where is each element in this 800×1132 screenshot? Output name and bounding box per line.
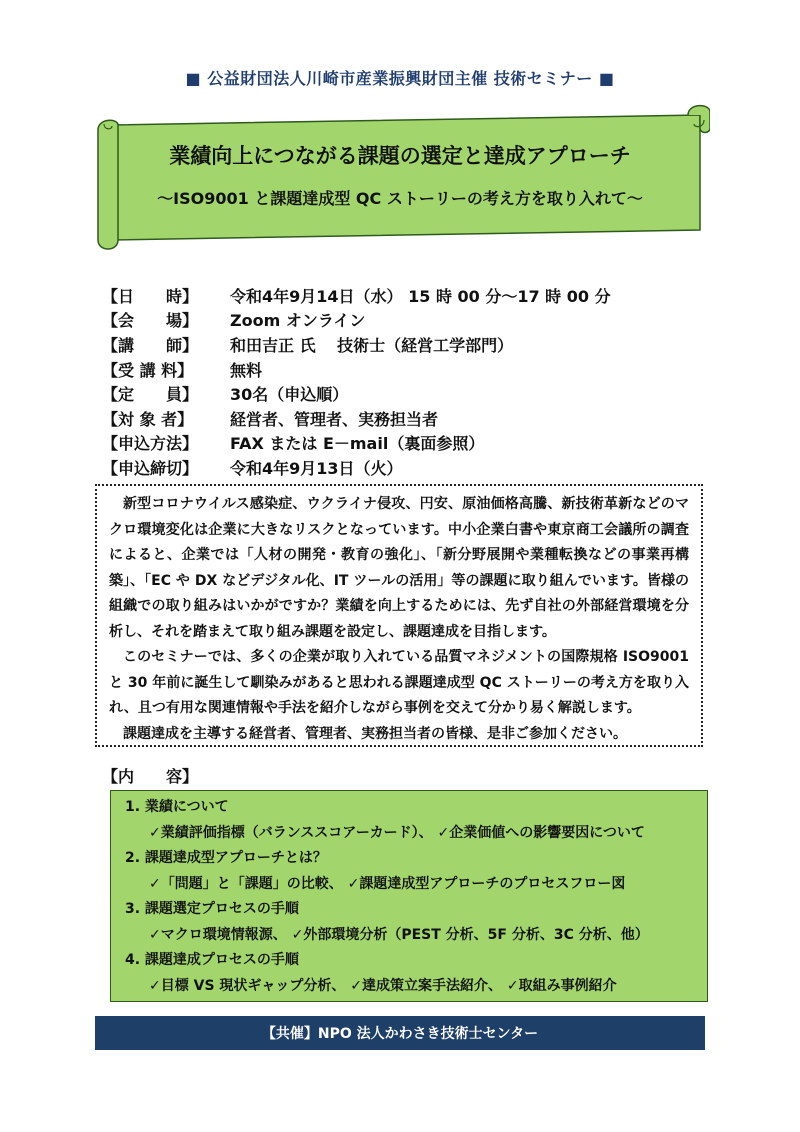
contents-item-detail: ✓目標 VS 現状ギャップ分析、 ✓達成策立案手法紹介、 ✓取組み事例紹介 bbox=[149, 977, 617, 994]
title-scroll-banner bbox=[90, 100, 710, 255]
contents-item-detail: ✓業績評価指標（バランススコアーカード）、 ✓企業価値への影響要因について bbox=[149, 824, 645, 841]
info-label: 【申込方法】 bbox=[102, 434, 199, 454]
info-row-capacity bbox=[102, 381, 722, 406]
contents-item-detail: ✓マクロ環境情報源、 ✓外部環境分析（PEST 分析、5F 分析、3C 分析、他） bbox=[149, 926, 649, 943]
info-row-audience bbox=[102, 406, 722, 431]
info-value: 30名（申込順） bbox=[230, 385, 349, 405]
description-paragraph: このセミナーでは、多くの企業が取り入れている品質マネジメントの国際規格 ISO9001 と 30 年前に誕生して馴染みがあると思われる課題達成型 QC ストーリーの考え方を取り入れ、且つ有用な関連情報や手法を紹介しながら事例を交えて分かり易く解説します。 bbox=[109, 649, 689, 716]
info-value: 令和4年9月14日（水） 15 時 00 分～17 時 00 分 bbox=[230, 286, 611, 306]
info-label: 【会 場】 bbox=[102, 311, 199, 331]
info-label: 【受 講 料】 bbox=[102, 360, 194, 380]
info-row-date bbox=[102, 283, 722, 308]
info-label: 【講 師】 bbox=[102, 335, 199, 355]
scroll-shape bbox=[90, 100, 710, 255]
info-value: 和田吉正 氏 技術士（経営工学部門） bbox=[230, 335, 514, 355]
description-paragraph: 新型コロナウイルス感染症、ウクライナ侵攻、円安、原油価格高騰、新技術革新などのマクロ環境変化は企業に大きなリスクとなっています。中小企業白書や東京商工会議所の調査によると、企業では「人材の開発・教育の強化」、「新分野展開や業種転換などの事業再構築」、「EC や DX などデジタル化、IT ツールの活用」等の課題に取り組んでいます。皆様の組織での取り組みはいかがですか？業績を向上するためには、先ず自社の外部経営環境を分析し、それを踏まえて取り組み課題を設定し、課題達成を目指します。 bbox=[109, 496, 689, 640]
info-value: FAX または E－mail（裏面参照） bbox=[230, 434, 485, 454]
info-row-venue bbox=[102, 308, 722, 333]
info-value: 令和4年9月13日（火） bbox=[230, 458, 403, 478]
info-row-deadline bbox=[102, 455, 722, 480]
cosponsor-footer bbox=[95, 1016, 705, 1050]
seminar-description-box bbox=[95, 484, 703, 747]
info-label: 【対 象 者】 bbox=[102, 409, 194, 429]
contents-item-title: 2. 課題達成型アプローチとは？ bbox=[125, 850, 327, 866]
contents-item-title: 1. 業績について bbox=[125, 799, 229, 815]
seminar-title: 業績向上につながる課題の選定と達成アプローチ bbox=[169, 144, 631, 168]
event-info-list bbox=[102, 283, 722, 480]
seminar-subtitle: ～ISO9001 と課題達成型 QC ストーリーの考え方を取り入れて～ bbox=[157, 189, 643, 208]
contents-box bbox=[110, 790, 708, 1002]
info-label: 【定 員】 bbox=[102, 385, 199, 405]
cosponsor-text: 【共催】NPO 法人かわさき技術士センター bbox=[261, 1026, 539, 1042]
info-row-lecturer bbox=[102, 332, 722, 357]
contents-item-title: 4. 課題達成プロセスの手順 bbox=[125, 952, 299, 968]
organizer-header: ■ 公益財団法人川崎市産業振興財団主催 技術セミナー ■ bbox=[185, 69, 615, 88]
info-value: 無料 bbox=[230, 360, 263, 380]
info-row-application-method bbox=[102, 431, 722, 456]
contents-heading: 【内 容】 bbox=[102, 767, 199, 786]
info-value: 経営者、管理者、実務担当者 bbox=[230, 409, 439, 429]
info-value: Zoom オンライン bbox=[230, 311, 366, 331]
contents-item-title: 3. 課題選定プロセスの手順 bbox=[125, 901, 299, 917]
info-row-fee bbox=[102, 357, 722, 382]
contents-item-detail: ✓「問題」と「課題」の比較、 ✓課題達成型アプローチのプロセスフロー図 bbox=[149, 875, 626, 892]
info-label: 【申込締切】 bbox=[102, 458, 199, 478]
info-label: 【日 時】 bbox=[102, 286, 199, 306]
description-paragraph: 課題達成を主導する経営者、管理者、実務担当者の皆様、是非ご参加ください。 bbox=[123, 725, 627, 742]
